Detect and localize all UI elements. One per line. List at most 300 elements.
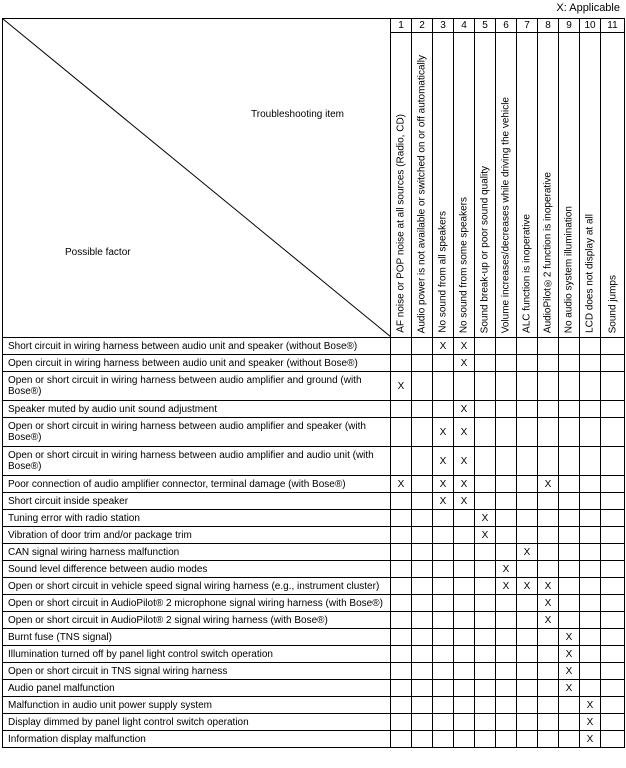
mark-cell	[538, 418, 559, 447]
factor-cell: Audio panel malfunction	[3, 680, 391, 697]
mark-cell: X	[559, 680, 580, 697]
mark-cell	[580, 355, 601, 372]
mark-cell	[496, 680, 517, 697]
mark-cell	[454, 510, 475, 527]
mark-cell	[601, 646, 625, 663]
mark-cell	[475, 355, 496, 372]
column-header	[475, 33, 496, 338]
mark-cell	[391, 663, 412, 680]
mark-cell	[433, 697, 454, 714]
column-number: 6	[496, 19, 517, 33]
mark-cell	[517, 372, 538, 401]
mark-cell	[412, 561, 433, 578]
mark-cell	[496, 355, 517, 372]
mark-cell	[433, 510, 454, 527]
factor-cell: Open circuit in wiring harness between audio unit and speaker (without Bose®)	[3, 355, 391, 372]
mark-cell	[601, 595, 625, 612]
mark-cell	[391, 418, 412, 447]
mark-cell	[559, 612, 580, 629]
mark-cell	[454, 544, 475, 561]
mark-cell	[601, 663, 625, 680]
mark-cell	[538, 697, 559, 714]
column-label: Sound break-up or poor sound quality	[479, 165, 491, 333]
mark-cell: X	[454, 401, 475, 418]
table-row	[3, 544, 625, 561]
mark-cell	[433, 372, 454, 401]
mark-cell	[496, 418, 517, 447]
mark-cell	[538, 493, 559, 510]
column-header	[580, 33, 601, 338]
table-row	[3, 355, 625, 372]
factor-cell: Vibration of door trim and/or package trim	[3, 527, 391, 544]
table-row	[3, 646, 625, 663]
mark-cell	[496, 544, 517, 561]
mark-cell	[475, 401, 496, 418]
mark-cell	[538, 355, 559, 372]
mark-cell	[475, 646, 496, 663]
mark-cell: X	[559, 663, 580, 680]
mark-cell	[559, 401, 580, 418]
mark-cell	[391, 612, 412, 629]
mark-cell	[580, 578, 601, 595]
mark-cell	[496, 447, 517, 476]
column-label: AF noise or POP noise at all sources (Radio, CD)	[395, 114, 407, 333]
mark-cell	[496, 401, 517, 418]
table-row	[3, 578, 625, 595]
column-header	[517, 33, 538, 338]
mark-cell	[412, 578, 433, 595]
column-label: Audio power is not available or switched on or off automatically	[416, 54, 428, 333]
mark-cell	[559, 338, 580, 355]
mark-cell	[559, 476, 580, 493]
factor-cell: Speaker muted by audio unit sound adjustment	[3, 401, 391, 418]
mark-cell	[454, 663, 475, 680]
column-number: 1	[391, 19, 412, 33]
column-number: 9	[559, 19, 580, 33]
mark-cell	[601, 338, 625, 355]
mark-cell	[601, 612, 625, 629]
mark-cell	[454, 527, 475, 544]
mark-cell	[412, 680, 433, 697]
mark-cell	[538, 401, 559, 418]
mark-cell	[496, 646, 517, 663]
mark-cell	[454, 646, 475, 663]
mark-cell	[517, 731, 538, 748]
mark-cell	[391, 338, 412, 355]
table-row	[3, 527, 625, 544]
column-header	[538, 33, 559, 338]
mark-cell	[538, 510, 559, 527]
mark-cell	[517, 355, 538, 372]
factor-cell: Sound level difference between audio modes	[3, 561, 391, 578]
mark-cell	[433, 401, 454, 418]
mark-cell	[412, 697, 433, 714]
possible-factor-label: Possible factor	[65, 247, 131, 258]
column-number: 4	[454, 19, 475, 33]
mark-cell	[496, 595, 517, 612]
mark-cell	[601, 476, 625, 493]
mark-cell: X	[580, 714, 601, 731]
column-label: No sound from all speakers	[437, 211, 449, 333]
mark-cell	[433, 612, 454, 629]
factor-cell: Burnt fuse (TNS signal)	[3, 629, 391, 646]
table-row	[3, 338, 625, 355]
mark-cell: X	[454, 355, 475, 372]
mark-cell	[538, 731, 559, 748]
mark-cell	[475, 680, 496, 697]
mark-cell: X	[559, 629, 580, 646]
mark-cell	[475, 663, 496, 680]
mark-cell	[517, 663, 538, 680]
mark-cell	[580, 646, 601, 663]
troubleshooting-item-label: Troubleshooting item	[251, 109, 345, 120]
mark-cell	[412, 612, 433, 629]
mark-cell	[559, 595, 580, 612]
mark-cell	[412, 418, 433, 447]
mark-cell	[391, 510, 412, 527]
mark-cell	[475, 372, 496, 401]
mark-cell	[580, 561, 601, 578]
mark-cell: X	[475, 510, 496, 527]
mark-cell	[391, 544, 412, 561]
mark-cell: X	[538, 476, 559, 493]
mark-cell	[391, 731, 412, 748]
mark-cell	[580, 680, 601, 697]
mark-cell	[454, 612, 475, 629]
mark-cell	[391, 646, 412, 663]
mark-cell	[517, 401, 538, 418]
column-label: No sound from some speakers	[458, 196, 470, 333]
mark-cell	[433, 646, 454, 663]
table-row	[3, 714, 625, 731]
mark-cell	[496, 663, 517, 680]
mark-cell	[412, 401, 433, 418]
mark-cell	[538, 714, 559, 731]
column-header	[454, 33, 475, 338]
mark-cell	[475, 418, 496, 447]
mark-cell: X	[496, 578, 517, 595]
mark-cell	[475, 578, 496, 595]
mark-cell	[580, 510, 601, 527]
mark-cell	[517, 561, 538, 578]
mark-cell	[601, 418, 625, 447]
mark-cell	[454, 714, 475, 731]
mark-cell: X	[538, 578, 559, 595]
mark-cell	[412, 731, 433, 748]
mark-cell	[538, 544, 559, 561]
mark-cell	[391, 401, 412, 418]
mark-cell	[517, 418, 538, 447]
mark-cell	[475, 476, 496, 493]
mark-cell	[433, 663, 454, 680]
mark-cell	[433, 731, 454, 748]
mark-cell	[496, 629, 517, 646]
troubleshooting-table	[2, 18, 625, 748]
mark-cell	[559, 714, 580, 731]
mark-cell: X	[454, 476, 475, 493]
mark-cell	[433, 561, 454, 578]
mark-cell	[580, 493, 601, 510]
mark-cell	[391, 493, 412, 510]
mark-cell	[496, 476, 517, 493]
table-row	[3, 561, 625, 578]
mark-cell	[433, 527, 454, 544]
mark-cell	[475, 612, 496, 629]
mark-cell	[496, 493, 517, 510]
column-number: 7	[517, 19, 538, 33]
mark-cell	[433, 629, 454, 646]
mark-cell: X	[496, 561, 517, 578]
column-number: 5	[475, 19, 496, 33]
table-row	[3, 447, 625, 476]
mark-cell	[391, 447, 412, 476]
mark-cell	[517, 493, 538, 510]
mark-cell	[454, 629, 475, 646]
table-row	[3, 697, 625, 714]
mark-cell: X	[538, 595, 559, 612]
factor-cell: CAN signal wiring harness malfunction	[3, 544, 391, 561]
mark-cell	[412, 447, 433, 476]
mark-cell	[580, 418, 601, 447]
mark-cell	[412, 493, 433, 510]
mark-cell: X	[580, 731, 601, 748]
mark-cell: X	[517, 544, 538, 561]
mark-cell	[580, 372, 601, 401]
mark-cell	[517, 612, 538, 629]
mark-cell: X	[433, 476, 454, 493]
column-header	[601, 33, 625, 338]
mark-cell	[559, 561, 580, 578]
mark-cell	[559, 578, 580, 595]
mark-cell	[496, 714, 517, 731]
table-row	[3, 731, 625, 748]
mark-cell	[601, 527, 625, 544]
column-number: 3	[433, 19, 454, 33]
factor-cell: Open or short circuit in wiring harness between audio amplifier and ground (with Bose®)	[3, 372, 391, 401]
factor-cell: Open or short circuit in AudioPilot® 2 microphone signal wiring harness (with Bose®)	[3, 595, 391, 612]
mark-cell	[412, 510, 433, 527]
table-row	[3, 629, 625, 646]
column-header	[433, 33, 454, 338]
mark-cell: X	[454, 493, 475, 510]
column-header	[559, 33, 580, 338]
mark-cell	[496, 510, 517, 527]
mark-cell: X	[433, 418, 454, 447]
mark-cell	[538, 561, 559, 578]
mark-cell	[391, 629, 412, 646]
mark-cell	[391, 527, 412, 544]
column-label: Sound jumps	[607, 274, 618, 333]
mark-cell	[601, 680, 625, 697]
mark-cell: X	[475, 527, 496, 544]
mark-cell: X	[454, 447, 475, 476]
mark-cell	[601, 714, 625, 731]
mark-cell	[475, 714, 496, 731]
legend: X: Applicable	[556, 2, 620, 14]
mark-cell	[517, 629, 538, 646]
mark-cell	[538, 680, 559, 697]
column-header	[412, 33, 433, 338]
mark-cell	[538, 447, 559, 476]
table-row	[3, 372, 625, 401]
column-label: Volume increases/decreases while driving the vehicle	[500, 96, 512, 333]
column-header	[391, 33, 412, 338]
mark-cell	[412, 338, 433, 355]
mark-cell	[517, 595, 538, 612]
mark-cell	[412, 646, 433, 663]
factor-cell: Open or short circuit in TNS signal wiring harness	[3, 663, 391, 680]
mark-cell: X	[433, 493, 454, 510]
factor-cell: Information display malfunction	[3, 731, 391, 748]
table-row	[3, 612, 625, 629]
column-header	[496, 33, 517, 338]
mark-cell	[559, 697, 580, 714]
table-row	[3, 418, 625, 447]
mark-cell: X	[433, 338, 454, 355]
mark-cell	[475, 731, 496, 748]
mark-cell	[538, 646, 559, 663]
mark-cell	[433, 544, 454, 561]
mark-cell	[538, 663, 559, 680]
mark-cell	[517, 714, 538, 731]
mark-cell	[580, 476, 601, 493]
mark-cell	[580, 447, 601, 476]
mark-cell	[517, 646, 538, 663]
factor-cell: Poor connection of audio amplifier connector, terminal damage (with Bose®)	[3, 476, 391, 493]
factor-cell: Short circuit in wiring harness between audio unit and speaker (without Bose®)	[3, 338, 391, 355]
factor-cell: Open or short circuit in vehicle speed signal wiring harness (e.g., instrument cluster)	[3, 578, 391, 595]
column-number: 8	[538, 19, 559, 33]
mark-cell	[601, 510, 625, 527]
column-number-row	[3, 19, 625, 33]
mark-cell	[580, 401, 601, 418]
mark-cell	[433, 714, 454, 731]
table-row	[3, 493, 625, 510]
column-label: AudioPilot®2 function is inoperative	[542, 171, 554, 333]
mark-cell	[454, 561, 475, 578]
factor-cell: Display dimmed by panel light control switch operation	[3, 714, 391, 731]
mark-cell	[601, 355, 625, 372]
mark-cell: X	[454, 338, 475, 355]
mark-cell	[580, 595, 601, 612]
mark-cell	[538, 372, 559, 401]
mark-cell	[559, 372, 580, 401]
mark-cell	[601, 731, 625, 748]
mark-cell	[454, 680, 475, 697]
table-row	[3, 663, 625, 680]
mark-cell: X	[391, 476, 412, 493]
table-row	[3, 401, 625, 418]
mark-cell	[433, 355, 454, 372]
mark-cell: X	[538, 612, 559, 629]
mark-cell	[517, 510, 538, 527]
column-number: 2	[412, 19, 433, 33]
mark-cell	[538, 527, 559, 544]
mark-cell: X	[391, 372, 412, 401]
mark-cell: X	[433, 447, 454, 476]
mark-cell	[475, 544, 496, 561]
mark-cell	[601, 578, 625, 595]
mark-cell	[475, 561, 496, 578]
mark-cell	[412, 476, 433, 493]
mark-cell	[412, 663, 433, 680]
header-diagonal-cell	[3, 19, 391, 338]
mark-cell	[412, 355, 433, 372]
mark-cell	[496, 697, 517, 714]
mark-cell	[475, 595, 496, 612]
mark-cell	[559, 418, 580, 447]
mark-cell	[496, 612, 517, 629]
mark-cell: X	[580, 697, 601, 714]
mark-cell	[412, 595, 433, 612]
mark-cell	[601, 697, 625, 714]
mark-cell	[580, 663, 601, 680]
factor-cell: Tuning error with radio station	[3, 510, 391, 527]
mark-cell	[454, 595, 475, 612]
mark-cell	[475, 697, 496, 714]
mark-cell: X	[454, 418, 475, 447]
mark-cell	[412, 629, 433, 646]
mark-cell	[559, 544, 580, 561]
table-body	[3, 338, 625, 748]
mark-cell	[517, 697, 538, 714]
column-label: LCD does not display at all	[584, 214, 596, 333]
mark-cell	[517, 680, 538, 697]
mark-cell	[433, 578, 454, 595]
mark-cell	[580, 629, 601, 646]
mark-cell	[391, 595, 412, 612]
mark-cell	[475, 338, 496, 355]
mark-cell	[496, 338, 517, 355]
mark-cell	[391, 714, 412, 731]
mark-cell	[580, 527, 601, 544]
factor-cell: Illumination turned off by panel light control switch operation	[3, 646, 391, 663]
mark-cell	[412, 527, 433, 544]
mark-cell	[601, 561, 625, 578]
mark-cell: X	[559, 646, 580, 663]
mark-cell	[601, 629, 625, 646]
table-row	[3, 476, 625, 493]
mark-cell	[517, 527, 538, 544]
mark-cell	[433, 595, 454, 612]
mark-cell	[559, 447, 580, 476]
factor-cell: Open or short circuit in wiring harness between audio amplifier and speaker (with Bose®)	[3, 418, 391, 447]
mark-cell	[559, 493, 580, 510]
factor-cell: Short circuit inside speaker	[3, 493, 391, 510]
mark-cell	[454, 578, 475, 595]
table-row	[3, 510, 625, 527]
mark-cell	[454, 731, 475, 748]
mark-cell	[601, 493, 625, 510]
column-label: No audio system illumination	[563, 205, 575, 333]
mark-cell	[391, 697, 412, 714]
mark-cell	[517, 338, 538, 355]
mark-cell	[496, 731, 517, 748]
mark-cell	[559, 355, 580, 372]
mark-cell	[580, 338, 601, 355]
mark-cell	[559, 527, 580, 544]
mark-cell	[496, 372, 517, 401]
mark-cell	[391, 578, 412, 595]
mark-cell	[412, 714, 433, 731]
table-row	[3, 680, 625, 697]
column-number: 10	[580, 19, 601, 33]
mark-cell	[538, 338, 559, 355]
mark-cell	[601, 372, 625, 401]
column-label: ALC function is inoperative	[521, 214, 533, 333]
mark-cell	[517, 447, 538, 476]
factor-cell: Open or short circuit in AudioPilot® 2 signal wiring harness (with Bose®)	[3, 612, 391, 629]
